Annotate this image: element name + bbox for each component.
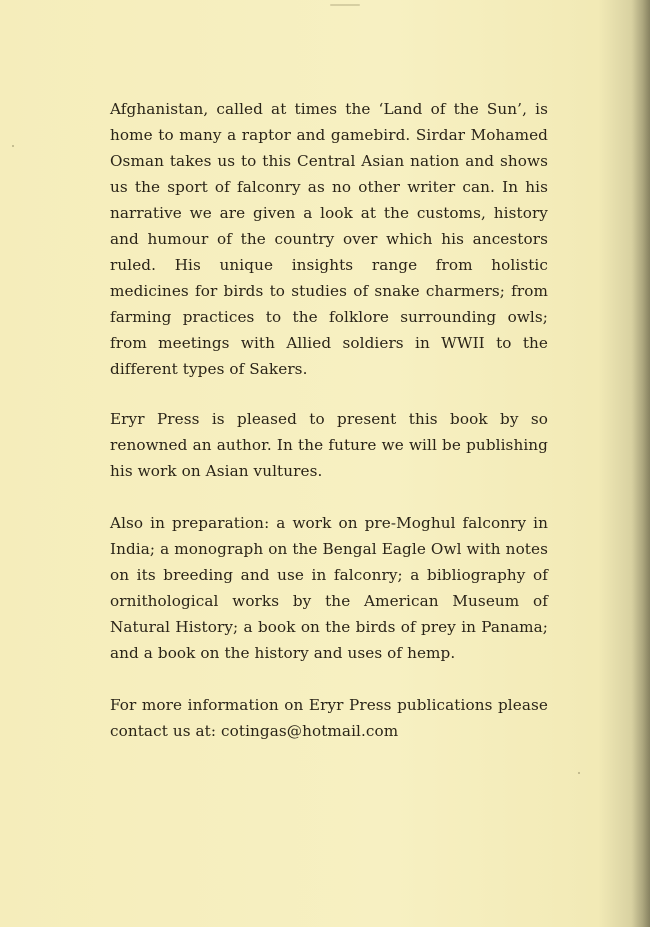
- paper-speck: [578, 772, 580, 774]
- paragraph-contact-info: For more information on Eryr Press publications please contact us at: cotingas@hotmail.com: [110, 696, 548, 740]
- paragraph-in-preparation: Also in preparation: a work on pre-Moghul falconry in India; a monograph on the Bengal Eagle Owl with notes on its breeding and use in falconry; a bibliography of ornithological works by the American Museum of Natural History; a book on the birds of prey in Panama; and a book on the history and uses of hemp.: [110, 514, 548, 662]
- blurb-text-block: [110, 96, 548, 744]
- page-edge-shadow: [632, 0, 650, 927]
- paragraph-publisher-note: Eryr Press is pleased to present this book by so renowned an author. In the future we will be publishing his work on Asian vultures.: [110, 410, 548, 480]
- paragraph-book-description: Afghanistan, called at times the ‘Land of the Sun’, is home to many a raptor and gamebird. Sirdar Mohamed Osman takes us to this Central Asian nation and shows us the sport of falconry as no other writer can. In his narrative we are given a look at the customs, history and humour of the country over which his ancestors ruled. His unique insights range from holistic medicines for birds to studies of snake charmers; from farming practices to the folklore surrounding owls; from meetings with Allied soldiers in WWII to the different types of Sakers.: [110, 100, 548, 378]
- paper-speck: [330, 4, 360, 6]
- paper-speck: [12, 145, 14, 147]
